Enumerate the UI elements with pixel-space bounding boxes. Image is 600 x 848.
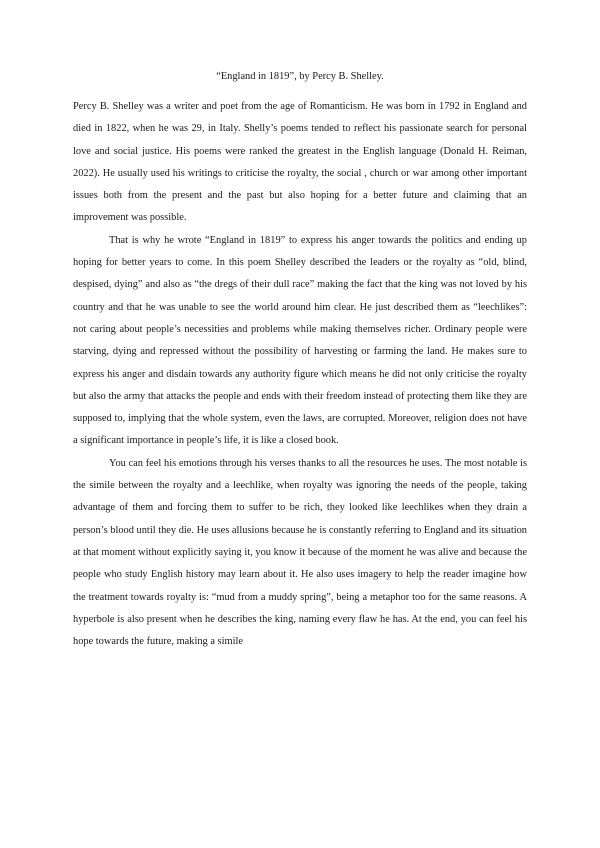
document-title: “England in 1819”, by Percy B. Shelley.	[216, 71, 384, 82]
paragraph-literary-resources: You can feel his emotions through his verses thanks to all the resources he uses. The most notable is the simile between the royalty and a leechlike, when royalty was ignoring the needs of the people, taking advantage of them and forcing them to suffer to be rich, they looked like leechlikes when they drain a person’s blood until they die. He uses allusions because he is constantly referring to England and its situation at that moment without explicitly saying it, you know it because of the moment he was alive and because the people who study English history may learn about it. He also uses imagery to help the reader imagine how the treatment towards royalty is: “mud from a muddy spring”, being a metaphor too for the same reasons. A hyperbole is also present when he describes the king, naming every flaw he has. At the end, you can feel his hope towards the future, making a simile	[73, 457, 527, 648]
paragraph-biography: Percy B. Shelley was a writer and poet from the age of Romanticism. He was born in 1792 in England and died in 1822, when he was 29, in Italy. Shelly’s poems tended to reflect his passionate search for personal love and social justice. His poems were ranked the greatest in the English language (Donald H. Reiman, 2022). He usually used his writings to criticise the royalty, the social , church or war among other important issues both from the present and the past but also hoping for a better future and claiming that an improvement was possible.	[73, 101, 527, 224]
paragraph-poem-context: That is why he wrote “England in 1819” to express his anger towards the politics and ending up hoping for better years to come. In this poem Shelley described the leaders or the royalty as “old, blind, despised, dying” and also as “the dregs of their dull race” making the fact that the king was not loved by his country and that he was unable to see the world around him clear. He just described them as “leechlikes”: not caring about people’s necessities and problems while making themselves richer. Ordinary people were starving, dying and repressed without the possibility of harvesting or farming the land. He makes sure to express his anger and disdain towards any authority figure which means he did not only criticise the royalty but also the army that attacks the people and ends with their freedom instead of protecting them like they are supposed to, implying that the whole system, even the laws, are corrupted. Moreover, religion does not have a significant importance in people’s life, it is like a closed book.	[73, 234, 527, 447]
document-body	[73, 96, 527, 653]
